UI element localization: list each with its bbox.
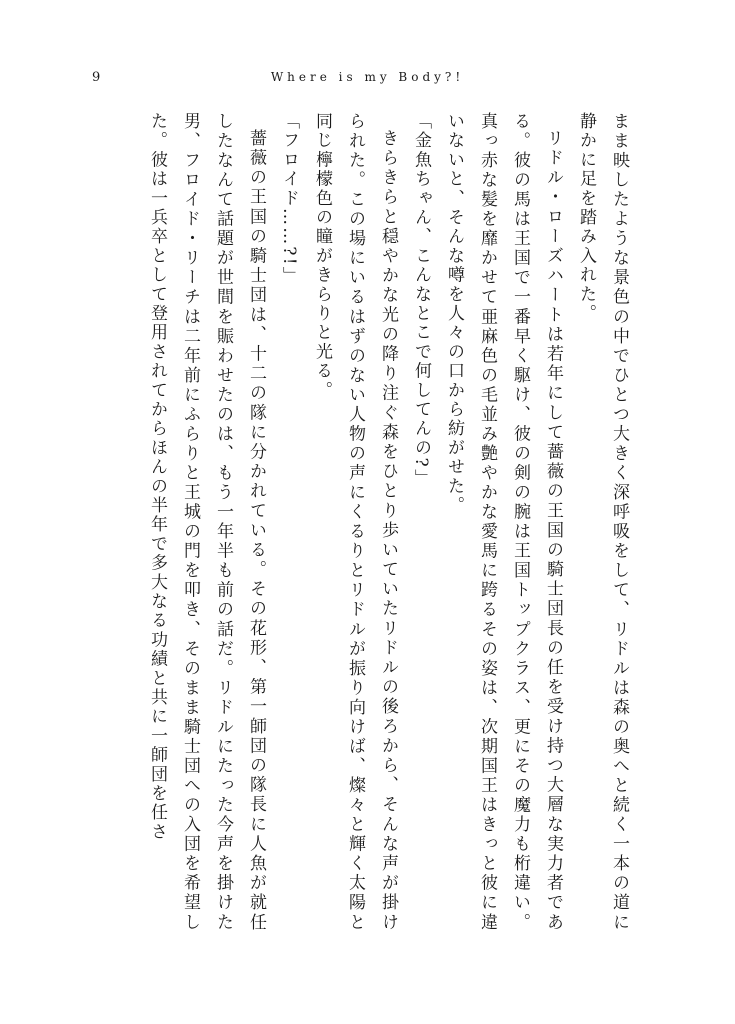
paragraph-6: 薔薇の王国の騎士団は、十二の隊に分かれている。その花形、第一師団の隊長に人魚が就任したなんて話題が世間を賑わせたのは、もう一年半も前の話だ。リドルにたった今声を掛けた男、フロイド・リーチは二年前にふらりと王城の門を叩き、そのまま騎士団への入団を希望した。彼は一兵卒として登用されてからほんの半年で多大なる功績と共に一師団を任さ <box>147 112 266 932</box>
paragraph-2: リドル・ローズハートは若年にして薔薇の王国の騎士団長の任を受け持つ大層な実力者である。彼の馬は王国で一番早く駆け、彼の剣の腕は王国トップクラス、更にその魔力も桁違い。真っ赤な髪を靡かせて亜麻色の毛並み艶やかな愛馬に跨るその姿は、次期国王はきっと彼に違いないと、そんな噂を人々の口から紡がせた。 <box>444 112 563 932</box>
running-title: Where is my Body?! <box>270 70 465 84</box>
paragraph-1: まま映したような景色の中でひとつ大きく深呼吸をして、リドルは森の奥へと続く一本の道に静かに足を踏み入れた。 <box>576 112 629 932</box>
page-number: 9 <box>92 70 102 85</box>
paragraph-5-dialogue: 「フロイド……?!」 <box>279 112 299 286</box>
paragraph-4: きらきらと穏やかな光の降り注ぐ森をひとり歩いていたリドルの後ろから、そんな声が掛けられた。この場にいるはずのない人物の声にくるりとリドルが振り向けば、燦々と輝く太陽と同じ檸檬色の瞳がきらりと光る。 <box>312 112 398 932</box>
body-text <box>105 112 635 932</box>
paragraph-3-dialogue: 「金魚ちゃん、こんなとこで何してんの?」 <box>411 112 431 489</box>
